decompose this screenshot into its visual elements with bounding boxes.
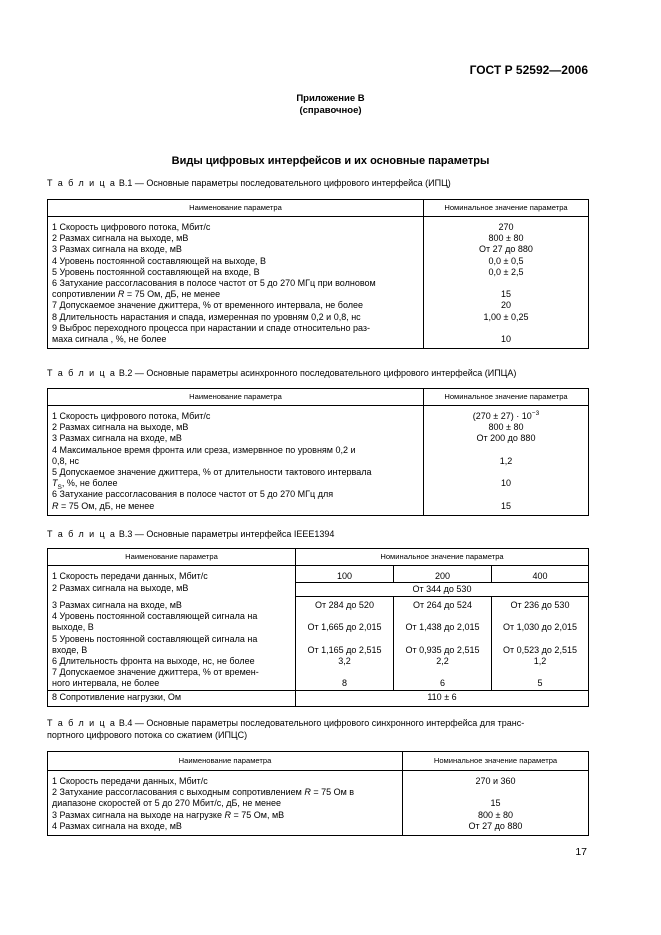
table-2-header-value: Номинальное значение параметра bbox=[424, 389, 589, 406]
table-row: 8 Длительность нарастания и спада, измеренная по уровням 0,2 и 0,8, нс 1,00 ± 0,25 bbox=[48, 312, 589, 323]
table-1 bbox=[47, 199, 589, 349]
table-row: 5 Допускаемое значение джиттера, % от длительности тактового интервала $T_S$, %, не более 10 bbox=[48, 467, 589, 489]
table-row: 2 Затухание рассогласования с выходным сопротивлением R = 75 Ом в диапазоне скоростей от 5 до 270 Мбит/с, дБ, не менее 15 bbox=[48, 787, 589, 809]
table-row: 7 Допускаемое значение джиттера, % от времен- ного интервала, не более 8 6 5 bbox=[48, 667, 589, 690]
table-row: 5 Уровень постоянной составляющей на входе, В 0,0 ± 2,5 bbox=[48, 267, 589, 278]
annex-type: (справочное) bbox=[299, 105, 362, 116]
table-row: 2 Размах сигнала на выходе, мВ От 344 до 530 bbox=[48, 583, 589, 597]
table-row: 6 Длительность фронта на выходе, нс, не более 3,2 2,2 1,2 bbox=[48, 656, 589, 667]
table-3-caption: Т а б л и ц а В.3 — Основные параметры интерфейса IEEE1394 bbox=[47, 529, 335, 539]
table-2 bbox=[47, 388, 589, 516]
table-row: 2 Размах сигнала на выходе, мВ 800 ± 80 bbox=[48, 422, 589, 433]
table-row: 3 Размах сигнала на входе, мВ От 200 до 880 bbox=[48, 433, 589, 444]
table-3 bbox=[47, 548, 589, 707]
table-row: 9 Выброс переходного процесса при нарастании и спаде относительно раз- маха сигнала , %, не более 10 bbox=[48, 323, 589, 349]
table-row: 4 Максимальное время фронта или среза, измервнное по уровням 0,2 и 0,8, нс 1,2 bbox=[48, 445, 589, 467]
table-row: 8 Сопротивление нагрузки, Ом 110 ± 6 bbox=[48, 690, 589, 706]
table-row: 4 Уровень постоянной составляющей сигнала на выходе, В От 1,665 до 2,015 От 1,438 до 2,015 От 1,030 до 2,015 bbox=[48, 611, 589, 633]
table-3-header-param: Наименование параметра bbox=[48, 549, 296, 566]
table-2-header-param: Наименование параметра bbox=[48, 389, 424, 406]
table-row: 6 Затухание рассогласования в полосе частот от 5 до 270 МГц для R = 75 Ом, дБ, не менее 15 bbox=[48, 489, 589, 515]
table-1-caption: Т а б л и ц а В.1 — Основные параметры последовательного цифрового интерфейса (ИПЦ) bbox=[47, 178, 451, 188]
table-row: 1 Скорость передачи данных, Мбит/с 100 200 400 bbox=[48, 566, 589, 583]
table-3-header-value: Номинальное значение параметра bbox=[296, 549, 589, 566]
table-row: 1 Скорость цифрового потока, Мбит/с 270 bbox=[48, 217, 589, 234]
section-heading: Виды цифровых интерфейсов и их основные параметры bbox=[171, 155, 490, 167]
table-row: 3 Размах сигнала на входе, мВ От 284 до 520 От 264 до 524 От 236 до 530 bbox=[48, 597, 589, 611]
table-1-header-param: Наименование параметра bbox=[48, 200, 424, 217]
table-row: 3 Размах сигнала на входе, мВ От 27 до 880 bbox=[48, 244, 589, 255]
page-number: 17 bbox=[575, 846, 587, 858]
table-row: 1 Скорость цифрового потока, Мбит/с $(270 \pm 27) \cdot 10^{-3}$ bbox=[48, 406, 589, 423]
standard-number: ГОСТ Р 52592—2006 bbox=[469, 63, 588, 77]
table-row: 1 Скорость передачи данных, Мбит/с 270 и 360 bbox=[48, 771, 589, 788]
table-4-caption: Т а б л и ц а В.4 — Основные параметры последовательного цифрового синхронного интерфейса для транс- портного цифрового потока со сжатием (ИПЦС) bbox=[47, 718, 525, 740]
table-4 bbox=[47, 751, 589, 836]
table-row: 6 Затухание рассогласования в полосе частот от 5 до 270 МГц при волновом сопротивлении R = 75 Ом, дБ, не менее 15 bbox=[48, 278, 589, 300]
table-4-header-param: Наименование параметра bbox=[48, 752, 403, 771]
table-1-header-value: Номинальное значение параметра bbox=[424, 200, 589, 217]
table-row: 3 Размах сигнала на выходе на нагрузке R = 75 Ом, мВ 800 ± 80 bbox=[48, 810, 589, 821]
table-row: 4 Уровень постоянной составляющей на выходе, В 0,0 ± 0,5 bbox=[48, 256, 589, 267]
annex-label: Приложение В bbox=[296, 93, 365, 104]
table-row: 4 Размах сигнала на входе, мВ От 27 до 880 bbox=[48, 821, 589, 836]
table-row: 2 Размах сигнала на выходе, мВ 800 ± 80 bbox=[48, 233, 589, 244]
table-row: 7 Допускаемое значение джиттера, % от временного интервала, не более 20 bbox=[48, 300, 589, 311]
table-row: 5 Уровень постоянной составляющей сигнала на входе, В От 1,165 до 2,515 От 0,935 до 2,515 От 0,523 до 2,515 bbox=[48, 634, 589, 656]
table-2-caption: Т а б л и ц а В.2 — Основные параметры асинхронного последовательного цифрового интерфейса (ИПЦА) bbox=[47, 368, 517, 378]
table-4-header-value: Номинальное значение параметра bbox=[403, 752, 589, 771]
annex-title bbox=[0, 93, 661, 117]
